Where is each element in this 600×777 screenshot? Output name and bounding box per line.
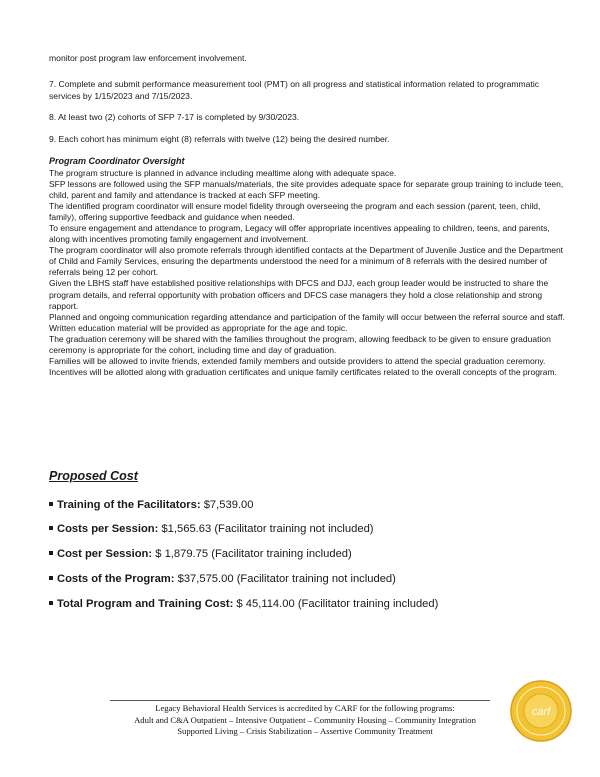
footer-divider: [110, 700, 490, 701]
cost-label: Costs of the Program:: [57, 573, 175, 585]
cost-label: Cost per Session:: [57, 548, 153, 560]
cost-value: $1,565.63 (Facilitator training not included): [158, 523, 374, 535]
oversight-line: Given the LBHS staff have established positive relationships with DFCS and DJJ, each group leader would be instructed to share the program details, and referral opportunity with probation officers and DFCS case managers they hold a close relationship and strong rapport.: [49, 278, 549, 311]
oversight-line: Planned and ongoing communication regarding attendance and participation of the family will occur between the referral source and staff.: [49, 311, 565, 322]
oversight-line: The identified program coordinator will ensure model fidelity through overseeing the program and each session (parent, teen, child, family), offering supportive feedback and guidance when needed.: [49, 201, 541, 223]
cost-item-program: [49, 572, 396, 586]
cost-value: $7,539.00: [200, 499, 254, 511]
cost-value: $37,575.00 (Facilitator training not included): [174, 573, 396, 585]
oversight-line: The program coordinator will also promote referrals through identified contacts at the Department of Juvenile Justice and the Department of Child and Family Services, ensuring the departments understood the need for a minimum of 8 referrals with the desired number of referrals being 12 per cohort.: [49, 245, 564, 278]
bullet-icon: [49, 502, 53, 506]
oversight-line: Incentives will be allotted along with graduation certificates and unique family certificates related to the overall concepts of the program.: [49, 366, 557, 377]
paragraph-item-7: 7. Complete and submit performance measurement tool (PMT) on all progress and statistical information related to programmatic services by 1/15/2023 and 7/15/2023.: [49, 79, 540, 102]
oversight-heading: Program Coordinator Oversight: [49, 156, 185, 166]
paragraph-item-8: 8. At least two (2) cohorts of SFP 7-17 is completed by 9/30/2023.: [49, 112, 300, 122]
cost-value: $ 1,879.75 (Facilitator training included): [152, 548, 352, 560]
cost-item-session-incl: [49, 547, 352, 561]
oversight-line: The graduation ceremony will be shared with the families throughout the program, allowing feedback to be given to ensure graduation ceremony is appropriate for the cohort, including time and day of graduation.: [49, 333, 551, 355]
bullet-icon: [49, 576, 53, 580]
carf-accreditation-seal-icon: [510, 680, 572, 742]
footer-line: Legacy Behavioral Health Services is accredited by CARF for the following programs:: [155, 703, 455, 713]
seal-text: carf: [531, 706, 551, 718]
cost-value: $ 45,114.00 (Facilitator training included): [233, 598, 439, 610]
cost-item-training: [49, 498, 253, 512]
oversight-line: The program structure is planned in advance including mealtime along with adequate space.: [49, 168, 397, 178]
paragraph-item-9: 9. Each cohort has minimum eight (8) referrals with twelve (12) being the desired number.: [49, 134, 390, 144]
oversight-line: Written education material will be provided as appropriate for the age and topic.: [49, 322, 348, 333]
paragraph-intro: monitor post program law enforcement involvement.: [49, 53, 247, 63]
accreditation-footer: [70, 703, 540, 738]
cost-item-session-excl: [49, 522, 374, 536]
bullet-icon: [49, 601, 53, 605]
cost-label: Total Program and Training Cost:: [57, 598, 234, 610]
oversight-line: Families will be allowed to invite friends, extended family members and outside providers to attend the special graduation ceremony.: [49, 355, 546, 366]
oversight-line: To ensure engagement and attendance to program, Legacy will offer appropriate incentives appealing to children, teens, and parents, along with incentives promoting family engagement and involvement.: [49, 223, 550, 245]
footer-line: Supported Living – Crisis Stabilization – Assertive Community Treatment: [177, 726, 433, 736]
cost-label: Costs per Session:: [57, 523, 159, 535]
cost-item-total: [49, 597, 438, 611]
oversight-section: [49, 168, 569, 378]
bullet-icon: [49, 551, 53, 555]
oversight-line: SFP lessons are followed using the SFP manuals/materials, the site provides adequate space for separate group training to include teen, child, parent and family and attendance is tracked at each SFP meeting.: [49, 179, 564, 201]
proposed-cost-heading: Proposed Cost: [49, 469, 138, 483]
footer-line: Adult and C&A Outpatient – Intensive Outpatient – Community Housing – Community Integration: [134, 714, 476, 725]
bullet-icon: [49, 526, 53, 530]
cost-label: Training of the Facilitators:: [57, 499, 201, 511]
